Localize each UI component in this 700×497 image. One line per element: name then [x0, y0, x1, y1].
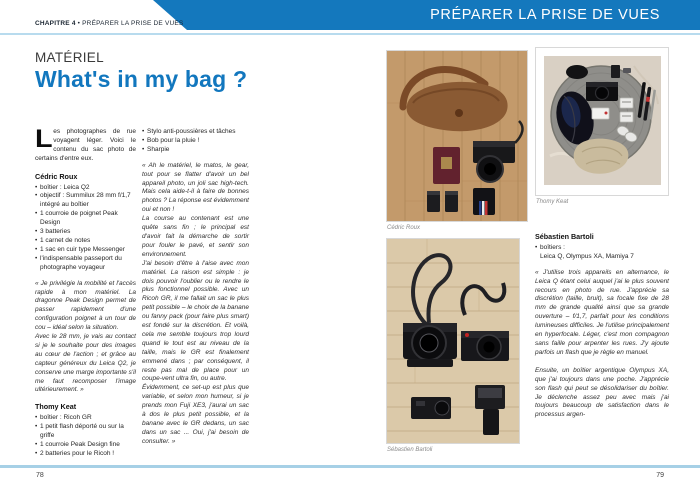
chapter-label: CHAPITRE 4: [35, 20, 76, 27]
intro-text: es photographes de rue voyagent léger. Voici le contenu du sac photo de certains d'entre eux.: [35, 128, 136, 162]
gear-item: • 2 batteries pour le Ricoh !: [35, 450, 136, 459]
photographer-name-cedric: Cédric Roux: [35, 171, 78, 181]
photo-sebastien-bartoli: [386, 238, 520, 444]
gear-item: • 1 carnet de notes: [35, 237, 136, 246]
gear-item: • Sharpie: [142, 146, 249, 155]
intro-paragraph: [35, 125, 136, 164]
photo-thomy-keat: [535, 47, 669, 196]
page-number-left: 78: [36, 472, 44, 479]
quote-paragraph: Avec le 28 mm, je vais au contact si je le souhaite pour des images au cœur de l'action ; et grâce au capteur généreux du Leica Q2, je conserve une marge importante s'il me faut recomposer l'image ultérieurement. »: [35, 333, 136, 394]
photo-caption: Sébastien Bartoli: [387, 447, 433, 453]
gear-item: • 1 sac en cuir type Messenger: [35, 246, 136, 255]
quote-paragraph: « Je privilégie la mobilité et l'accès rapide à mon matériel. La dragonne Peak Design permet de passer rapidement d'une configuration poignet à un tour de cou – idéal selon la situation.: [35, 279, 136, 332]
gear-item: • objectif : Summilux 28 mm f/1,7 intégré au boîtier: [35, 192, 136, 210]
gear-item: • boîtiers :: [535, 244, 669, 253]
gear-item: • Stylo anti-poussières et tâches: [142, 128, 249, 137]
section-kicker: MATÉRIEL: [35, 50, 104, 65]
quote-sebastien: [535, 269, 669, 421]
quote-paragraph: La course au contenant est une quête sans fin ; le principal est d'avoir fait la démarche de sortir pour fouler le pavé, et sentir son environnement.: [142, 215, 249, 258]
quote-paragraph: Ensuite, un boîtier argentique Olympus XA, que j'ai toujours dans une poche. J'apprécie son flash qui peut se désolidariser du boîtier. Je déclenche assez peu avec mais j'ai toujours beaucoup de satisfaction dans le processus argen-: [535, 366, 669, 419]
gear-item: • l'indispensable passeport du photographe voyageur: [35, 255, 136, 273]
quote-paragraph: « Ah le matériel, le matos, le gear, tout pour se flatter d'avoir un bel appareil photo, un joli sac high-tech. Mais cela aide-t-il à faire de bonnes photos ? La réponse est évidemment oui et non !: [142, 161, 249, 214]
text-column-3: [535, 233, 669, 420]
round-mat-flatlay-illustration: [544, 56, 661, 185]
photographer-name-thomy: Thomy Keat: [35, 402, 77, 412]
chapter-title: • PRÉPARER LA PRISE DE VUES: [75, 20, 184, 27]
gear-item: • 1 courroie Peak Design fine: [35, 441, 136, 450]
page-title: What's in my bag ?: [35, 66, 248, 92]
text-column-2: [142, 128, 249, 447]
photo-caption: Thomy Keat: [536, 199, 569, 205]
gear-item: • 1 courroie de poignet Peak Design: [35, 210, 136, 228]
cameras-flatlay-illustration: [387, 239, 519, 443]
gear-item: • 1 petit flash déporté ou sur la griffe: [35, 423, 136, 441]
gear-item: • boîtier : Leica Q2: [35, 184, 136, 193]
text-column-1: [35, 125, 136, 459]
chapter-breadcrumb: [35, 20, 183, 27]
dropcap: L: [35, 125, 53, 153]
footer-rule: [0, 465, 700, 468]
page-number-right: 79: [656, 472, 664, 479]
quote-paragraph: J'ai besoin d'être à l'aise avec mon matériel. La raison est simple : je dois pouvoir l'oublier ou le rendre le plus fonctionnel possible. Avec un Ricoh GR, il me fallait un sac le plus petit possible – le choix de la banane ou fanny pack (pour faire plus smart) est fondé sur la discrétion. Et voilà, cela me semble toujours trop lourd quand le tout est au niveau de la taille, mais le GR est finalement emmené dans ; par conséquent, il reste pas mal de place pour un coupe-vent ultra fin, ou autre.: [142, 259, 249, 383]
photo-caption: Cédric Roux: [387, 225, 421, 231]
gear-item: • Bob pour la pluie !: [142, 137, 249, 146]
quote-paragraph: « J'utilise trois appareils en alternance, le Leica Q étant celui auquel j'ai le plus souvent recours en photo de rue. J'apprécie sa discrétion (taille, bruit), sa focale fixe de 28 mm de grande qualité ainsi que sa grande ouverture – f/1,7, parfait pour les conditions lumineuses difficiles. Je l'utilise principalement en hyperfocale. Léger, c'est mon compagnon sans faille pour arpenter les rues. J'y ajoute parfois un flash que je règle en manuel.: [535, 268, 669, 356]
bag-flatlay-illustration: [387, 51, 527, 221]
photo-cedric-roux: [386, 50, 528, 222]
gear-item-value: Leica Q, Olympus XA, Mamiya 7: [540, 252, 634, 260]
gear-item: • boîtier : Ricoh GR: [35, 414, 136, 423]
quote-cedric: [35, 280, 136, 396]
quote-paragraph: Évidemment, ce set-up est plus que variable, et selon mon humeur, si je prends mon Fuji XE3, j'aurai un sac à dos le plus petit possible, et la banane avec le GR dedans, un sac dans un sac ... Oui, j'ai besoin de consulter. »: [142, 384, 249, 445]
photographer-name-sebastien: Sébastien Bartoli: [535, 232, 594, 241]
gear-item: • 3 batteries: [35, 228, 136, 237]
quote-thomy: [142, 162, 249, 447]
header-rule: [0, 33, 700, 35]
header-banner-title: PRÉPARER LA PRISE DE VUES: [430, 7, 660, 23]
